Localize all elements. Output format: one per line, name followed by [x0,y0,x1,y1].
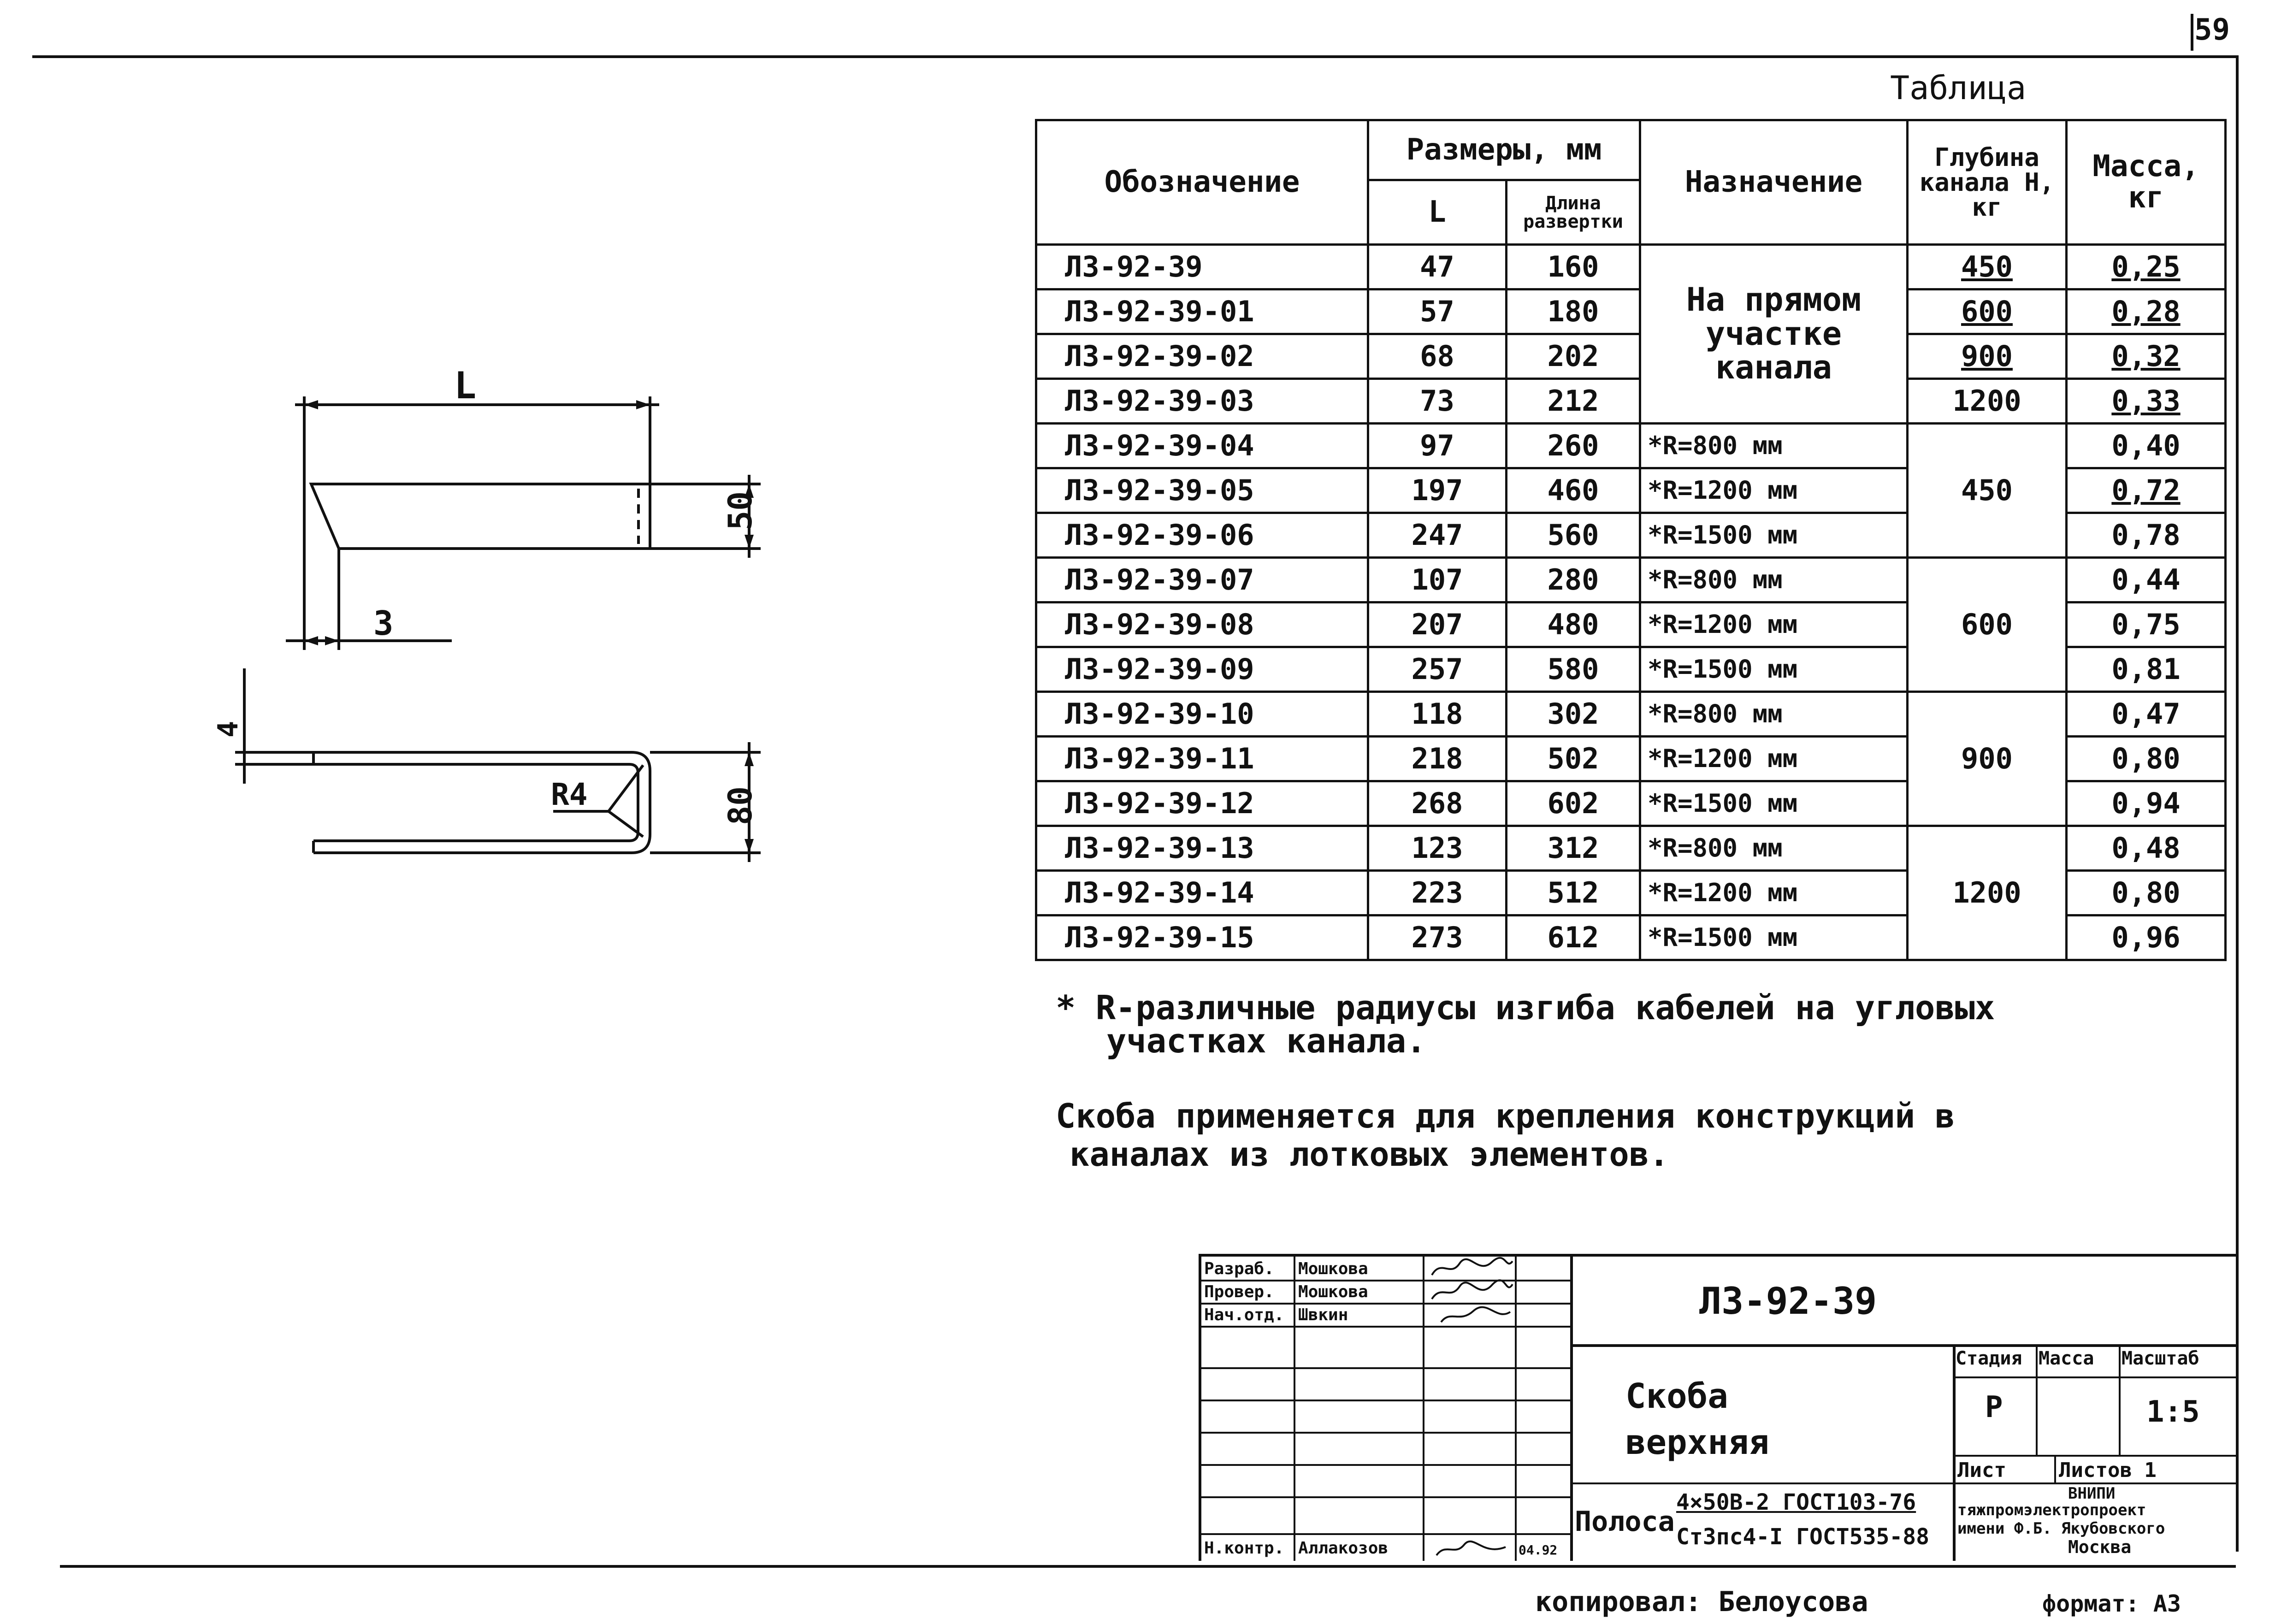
cell-L: 47 [1368,245,1507,289]
dim-label-50: 50 [721,491,759,530]
cell-L: 123 [1368,826,1507,871]
dim-label-80: 80 [721,786,759,825]
cell-mass: 0,94 [2067,781,2226,826]
cell-L: 218 [1368,737,1507,781]
table-row [1036,334,2226,379]
cell-length: 280 [1507,558,1640,602]
cell-length: 212 [1507,379,1640,424]
header-mass: Масса, кг [2067,120,2226,245]
cell-designation: Л3-92-39-15 [1036,915,1368,960]
cell-mass: 0,80 [2067,871,2226,915]
cell-depth: 1200 [1908,379,2067,424]
cell-L: 73 [1368,379,1507,424]
usage-line-1: Скоба применяется для крепления конструкций в [1056,1097,1955,1135]
stamp-name-developer: Мошкова [1298,1259,1368,1278]
cell-note: *R=1200 мм [1640,871,1908,915]
cell-note: *R=1200 мм [1640,602,1908,647]
cell-note: *R=1500 мм [1640,647,1908,692]
cell-designation: Л3-92-39-02 [1036,334,1368,379]
cell-designation: Л3-92-39-10 [1036,692,1368,737]
cell-length: 502 [1507,737,1640,781]
cell-mass: 0,44 [2067,558,2226,602]
stamp-sheets-label: Листов 1 [2059,1459,2157,1482]
cell-note: *R=800 мм [1640,424,1908,468]
cell-length: 260 [1507,424,1640,468]
cell-L: 118 [1368,692,1507,737]
cell-mass: 0,80 [2067,737,2226,781]
stamp-org-line-2: тяжпромэлектропроект [1957,1501,2146,1519]
cell-mass: 0,78 [2067,513,2226,558]
spec-table [1035,119,2227,961]
cell-L: 57 [1368,289,1507,334]
cell-designation: Л3-92-39-04 [1036,424,1368,468]
stamp-role-developer: Разраб. [1204,1259,1274,1278]
bracket-plan-shape [311,484,650,549]
cell-L: 197 [1368,468,1507,513]
table-row [1036,424,2226,468]
cell-depth: 450 [1908,245,2067,289]
cell-L: 268 [1368,781,1507,826]
cell-depth: 900 [1908,334,2067,379]
cell-designation: Л3-92-39-08 [1036,602,1368,647]
cell-length: 180 [1507,289,1640,334]
cell-designation: Л3-92-39-07 [1036,558,1368,602]
footer-copied-by: копировал: Белоусова [1535,1586,1868,1618]
table-row [1036,245,2226,289]
stamp-name-norm-control: Аллакозов [1298,1539,1389,1558]
cell-note: *R=1500 мм [1640,781,1908,826]
cell-length: 580 [1507,647,1640,692]
usage-line-2: каналах из лотковых элементов. [1070,1134,1669,1174]
stamp-org-line-3: имени Ф.Б. Якубовского [1957,1519,2165,1538]
cell-purpose-straight: На прямом участке канала [1640,245,1908,424]
header-dim-L: L [1368,180,1507,245]
stamp-role-head: Нач.отд. [1204,1305,1284,1324]
cell-note: *R=1500 мм [1640,915,1908,960]
cell-length: 612 [1507,915,1640,960]
cell-designation: Л3-92-39-01 [1036,289,1368,334]
header-designation: Обозначение [1036,120,1368,245]
cell-L: 247 [1368,513,1507,558]
cell-L: 223 [1368,871,1507,915]
table-row [1036,826,2226,871]
stamp-date: 04.92 [1519,1542,1558,1558]
cell-length: 602 [1507,781,1640,826]
cell-designation: Л3-92-39-12 [1036,781,1368,826]
cell-length: 480 [1507,602,1640,647]
stamp-role-norm-control: Н.контр. [1204,1539,1284,1558]
stamp-stage-value: Р [1985,1390,2003,1424]
cell-mass: 0,33 [2067,379,2226,424]
table-row [1036,379,2226,424]
stamp-code: Л3-92-39 [1699,1280,1877,1323]
stamp-scale-label: Масштаб [2122,1348,2199,1369]
cell-designation: Л3-92-39-13 [1036,826,1368,871]
bracket-profile-outer [313,752,650,853]
footer-format: формат: А3 [2042,1590,2181,1617]
footnote [1056,988,1995,1060]
cell-mass: 0,32 [2067,334,2226,379]
cell-mass: 0,48 [2067,826,2226,871]
header-purpose: Назначение [1640,120,1908,245]
bracket-profile-inner [313,764,638,841]
stamp-name-checker: Мошкова [1298,1282,1368,1301]
stamp-name-head: Швкин [1298,1305,1348,1324]
table-row [1036,289,2226,334]
footnote-line-2: участках канала. [1106,1022,1426,1060]
dim-label-L: L [454,364,477,407]
cell-designation: Л3-92-39 [1036,245,1368,289]
header-depth: Глубина канала Н, кг [1908,120,2067,245]
stamp-material-line-2: Ст3пс4-I ГОСТ535-88 [1676,1524,1930,1550]
cell-mass: 0,25 [2067,245,2226,289]
cell-length: 302 [1507,692,1640,737]
cell-mass: 0,47 [2067,692,2226,737]
stamp-title-line-2: верхняя [1625,1423,1769,1462]
stamp-org-line-1: ВНИПИ [2068,1484,2116,1503]
cell-depth-group: 900 [1908,692,2067,826]
signatures [1427,1257,1515,1561]
cell-length: 460 [1507,468,1640,513]
stamp-stage-label: Стадия [1956,1348,2022,1369]
cell-mass: 0,28 [2067,289,2226,334]
cell-mass: 0,81 [2067,647,2226,692]
stamp-title-line-1: Скоба [1625,1376,1728,1416]
stamp-scale-value: 1:5 [2146,1395,2200,1429]
cell-note: *R=800 мм [1640,826,1908,871]
cell-L: 68 [1368,334,1507,379]
cell-note: *R=1200 мм [1640,468,1908,513]
cell-designation: Л3-92-39-11 [1036,737,1368,781]
stamp-org-line-4: Москва [2068,1537,2132,1557]
cell-designation: Л3-92-39-09 [1036,647,1368,692]
usage-note [1056,1097,1955,1174]
cell-depth: 600 [1908,289,2067,334]
table-row [1036,692,2226,737]
cell-note: *R=800 мм [1640,692,1908,737]
stamp-sheet-label: Лист [1957,1459,2006,1482]
cell-mass: 0,75 [2067,602,2226,647]
cell-note: *R=1500 мм [1640,513,1908,558]
cell-length: 560 [1507,513,1640,558]
cell-mass: 0,96 [2067,915,2226,960]
cell-designation: Л3-92-39-03 [1036,379,1368,424]
cell-length: 202 [1507,334,1640,379]
cell-L: 257 [1368,647,1507,692]
table-caption: Таблица [1890,69,2027,107]
dim-label-r4: R4 [551,777,588,812]
title-block [1199,1254,2239,1561]
cell-note: *R=1200 мм [1640,737,1908,781]
cell-length: 160 [1507,245,1640,289]
cell-designation: Л3-92-39-14 [1036,871,1368,915]
cell-L: 273 [1368,915,1507,960]
cell-L: 207 [1368,602,1507,647]
cell-length: 512 [1507,871,1640,915]
dim-label-3: 3 [373,604,394,643]
stamp-material-line-1: 4×50В-2 ГОСТ103-76 [1676,1489,1916,1515]
cell-L: 97 [1368,424,1507,468]
dim-label-4: 4 [212,720,244,738]
stamp-mass-label: Масса [2039,1348,2094,1369]
footnote-line-1: * R-различные радиусы изгиба кабелей на угловых [1056,988,1995,1027]
cell-depth-group: 600 [1908,558,2067,692]
header-dimensions: Размеры, мм [1368,120,1640,180]
cell-mass: 0,40 [2067,424,2226,468]
header-dim-length: Длина развертки [1507,180,1640,245]
cell-designation: Л3-92-39-06 [1036,513,1368,558]
page-number: 59 [2194,13,2230,47]
stamp-material-prefix: Полоса [1575,1506,1675,1538]
cell-mass: 0,72 [2067,468,2226,513]
cell-depth-group: 1200 [1908,826,2067,960]
table-row [1036,558,2226,602]
cell-note: *R=800 мм [1640,558,1908,602]
cell-depth-group: 450 [1908,424,2067,558]
cell-length: 312 [1507,826,1640,871]
stamp-role-checker: Провер. [1204,1282,1274,1301]
cell-L: 107 [1368,558,1507,602]
cell-designation: Л3-92-39-05 [1036,468,1368,513]
